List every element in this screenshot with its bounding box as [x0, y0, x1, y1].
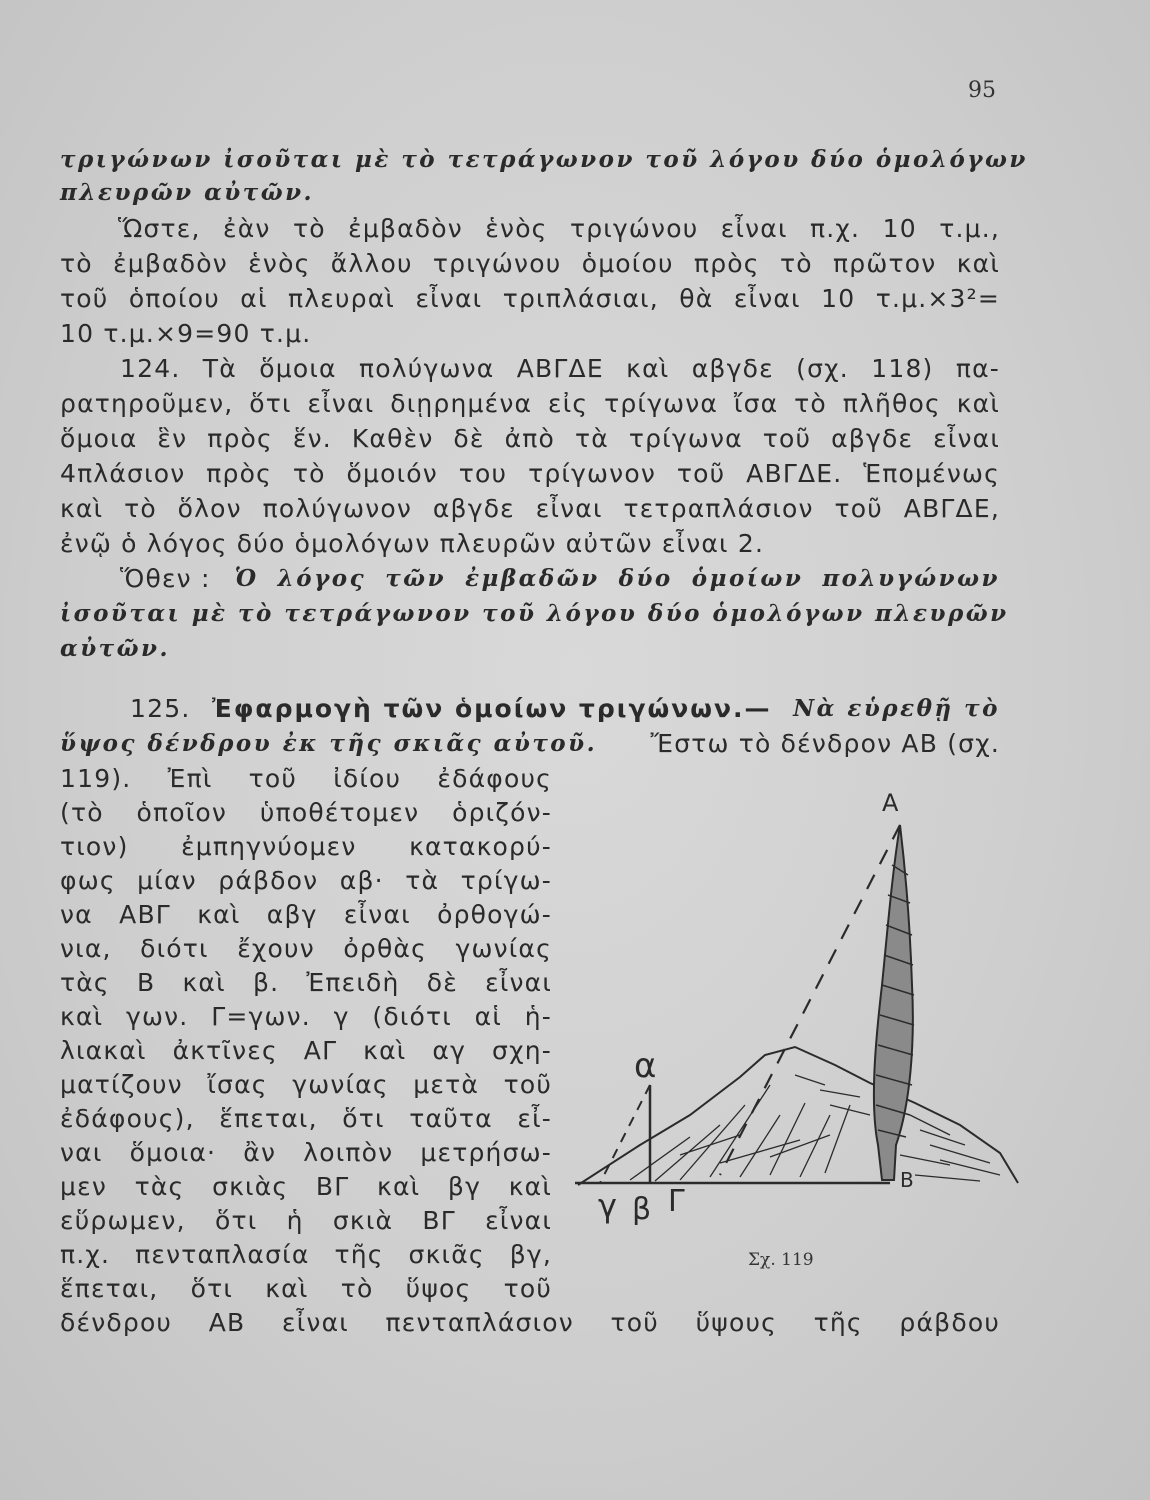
- intro-line-1: τριγώνων ἰσοῦται μὲ τὸ τετράγωνον τοῦ λόγου δύο ὁμολόγων: [60, 146, 1028, 173]
- section-125-problem-a: Νὰ εὑρεθῇ τὸ: [793, 695, 1000, 722]
- p124-line-1: 124. Τὰ ὅμοια πολύγωνα ΑΒΓΔΕ καὶ αβγδε (σχ. 118) πα-: [120, 354, 1000, 383]
- section-125-number: 125.: [130, 694, 191, 723]
- p124-line-6: ἐνῷ ὁ λόγος δύο ὁμολόγων πλευρῶν αὐτῶν εἶναι 2.: [60, 529, 765, 558]
- conclusion-lead: Ὅθεν :: [120, 564, 211, 593]
- s125-line-2: (τὸ ὁποῖον ὑποθέτομεν ὁριζόν-: [60, 798, 552, 827]
- figure-caption: Σχ. 119: [748, 1250, 814, 1270]
- s125-line-9: λιακαὶ ἀκτῖνες ΑΓ καὶ αγ σχη-: [60, 1036, 552, 1065]
- s125-line-13: μεν τὰς σκιὰς ΒΓ καὶ βγ καὶ: [60, 1172, 552, 1201]
- page-number: 95: [968, 78, 996, 103]
- section-125-after-problem: Ἔστω τὸ δένδρον ΑΒ (σχ.: [650, 729, 1000, 758]
- s125-line-10: ματίζουν ἴσας γωνίας μετὰ τοῦ: [60, 1070, 552, 1099]
- label-B: Β: [900, 1168, 914, 1192]
- label-alpha: α: [634, 1046, 657, 1086]
- label-Gamma-large: Γ: [668, 1184, 685, 1219]
- p124-line-3: ὅμοια ἓν πρὸς ἕν. Καθὲν δὲ ἀπὸ τὰ τρίγωνα τοῦ αβγδε εἶναι: [60, 424, 1000, 453]
- example-line-2: τὸ ἐμβαδὸν ἑνὸς ἄλλου τριγώνου ὁμοίου πρὸς τὸ πρῶτον καὶ: [60, 249, 1000, 278]
- conclusion-text-1: Ὁ λόγος τῶν ἐμβαδῶν δύο ὁμοίων πολυγώνων: [234, 565, 1000, 592]
- p124-line-2: ρατηροῦμεν, ὅτι εἶναι διῃρημένα εἰς τρίγωνα ἴσα τὸ πλῆθος καὶ: [60, 389, 1000, 418]
- sun-ray-small: [600, 1085, 650, 1183]
- s125-line-4: φως μίαν ράβδον αβ· τὰ τρίγω-: [60, 866, 552, 895]
- intro-line-2: πλευρῶν αὐτῶν.: [60, 179, 315, 206]
- s125-line-12: ναι ὅμοια· ἂν λοιπὸν μετρήσω-: [60, 1138, 552, 1167]
- sun-ray-ag: [720, 825, 900, 1175]
- s125-line-5: να ΑΒΓ καὶ αβγ εἶναι ὀρθογώ-: [60, 900, 552, 929]
- section-125-line-2: [60, 727, 1000, 761]
- example-line-4: 10 τ.μ.×9=90 τ.μ.: [60, 319, 312, 348]
- label-beta-small: β: [632, 1192, 652, 1225]
- s125-line-3: τιον) ἐμπηγνύομεν κατακορύ-: [60, 832, 552, 861]
- example-line-3: τοῦ ὁποίου αἱ πλευραὶ εἶναι τριπλάσιαι, θὰ εἶναι 10 τ.μ.×3²=: [60, 284, 1000, 313]
- figure-119-tree-shadow: [570, 785, 1030, 1225]
- s125-line-11: ἐδάφους), ἕπεται, ὅτι ταῦτα εἶ-: [60, 1104, 552, 1133]
- p124-line-4: 4πλάσιον πρὸς τὸ ὅμοιόν του τρίγωνον τοῦ ΑΒΓΔΕ. Ἑπομένως: [60, 459, 1000, 488]
- conclusion-line-3: αὐτῶν.: [60, 635, 170, 662]
- s125-line-7: τὰς Β καὶ β. Ἐπειδὴ δὲ εἶναι: [60, 968, 552, 997]
- s125-final-line: δένδρου ΑΒ εἶναι πενταπλάσιον τοῦ ὕψους τῆς ράβδου: [60, 1308, 1000, 1337]
- section-125-title: Ἐφαρμογὴ τῶν ὁμοίων τριγώνων.—: [212, 694, 772, 723]
- conclusion-line-2: ἰσοῦται μὲ τὸ τετράγωνον τοῦ λόγου δύο ὁμολόγων πλευρῶν: [60, 600, 1009, 627]
- label-gamma-small: γ: [598, 1187, 617, 1225]
- p124-line-5: καὶ τὸ ὅλον πολύγωνον αβγδε εἶναι τετραπλάσιον τοῦ ΑΒΓΔΕ,: [60, 494, 1000, 523]
- conclusion-line-1: [120, 562, 1000, 596]
- s125-line-6: νια, διότι ἔχουν ὀρθὰς γωνίας: [60, 934, 552, 963]
- s125-line-14: εὕρωμεν, ὅτι ἡ σκιὰ ΒΓ εἶναι: [60, 1206, 552, 1235]
- section-125-heading: [130, 692, 1000, 726]
- section-125-problem-b: ὕψος δένδρου ἐκ τῆς σκιᾶς αὐτοῦ.: [60, 730, 598, 757]
- label-A: Α: [882, 789, 899, 817]
- s125-line-8: καὶ γων. Γ=γων. γ (διότι αἱ ἡ-: [60, 1002, 552, 1031]
- example-line-1: Ὥστε, ἐὰν τὸ ἐμβαδὸν ἑνὸς τριγώνου εἶναι π.χ. 10 τ.μ.,: [118, 214, 1000, 243]
- s125-line-1: 119). Ἐπὶ τοῦ ἰδίου ἐδάφους: [60, 764, 552, 793]
- tree-ab: [874, 825, 914, 1180]
- s125-line-15: π.χ. πενταπλασία τῆς σκιᾶς βγ,: [60, 1240, 552, 1269]
- s125-line-16: ἕπεται, ὅτι καὶ τὸ ὕψος τοῦ: [60, 1274, 552, 1303]
